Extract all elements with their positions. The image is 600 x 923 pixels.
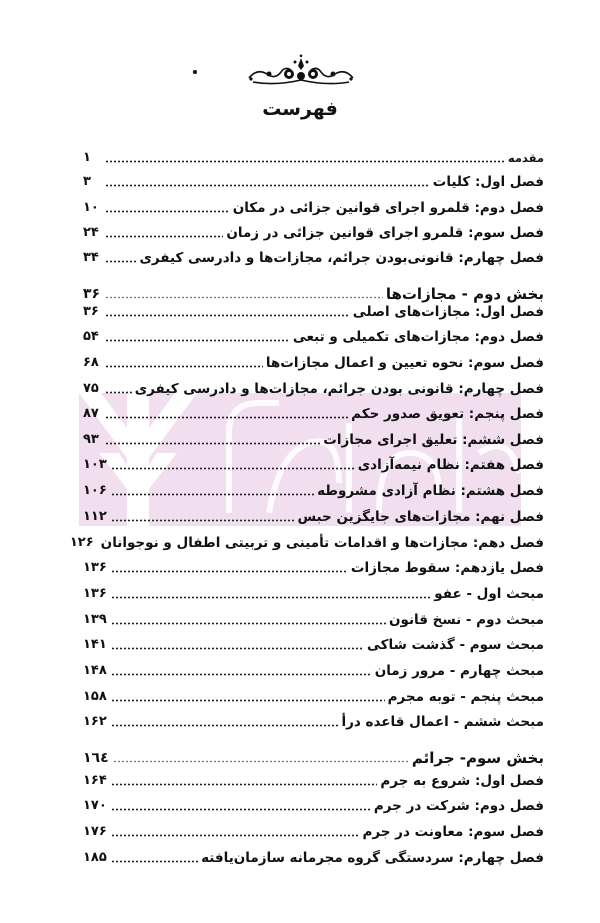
dot-leader bbox=[111, 690, 385, 702]
toc-entry-title: فصل سوم: قلمرو اجرای قوانین جزائی در زمان bbox=[226, 225, 544, 241]
toc-page-number: ۳ bbox=[83, 174, 91, 189]
toc-page-number: ۶۸ bbox=[83, 355, 99, 370]
toc-page-number: ۵۴ bbox=[83, 329, 99, 344]
toc-page-number: ۱ bbox=[83, 150, 91, 165]
toc-entry-title: فصل دوم: قلمرو اجرای قوانین جزائی در مکان bbox=[232, 200, 544, 216]
toc-page-number: ۱۳۶ bbox=[83, 586, 107, 601]
toc-page-number: ۱٦٤ bbox=[83, 750, 109, 766]
toc-page-number: ۱۵۸ bbox=[83, 689, 107, 704]
toc-entry-title: بخش سوم- جرائم bbox=[411, 749, 544, 767]
dot-leader bbox=[111, 774, 378, 786]
toc-entry[interactable] bbox=[83, 656, 544, 680]
dot-leader bbox=[111, 799, 371, 811]
toc-entry-title: مبحث دوم - نسخ قانون bbox=[388, 612, 544, 628]
dot-leader bbox=[111, 510, 295, 522]
toc-page-number: ۱۰۶ bbox=[83, 483, 107, 498]
toc-page-number: ۱۴۱ bbox=[83, 637, 107, 652]
ornament-icon bbox=[245, 54, 357, 88]
toc-page-number: ۱۶۲ bbox=[83, 714, 107, 729]
toc-page-number: ۹۳ bbox=[83, 432, 99, 447]
toc-page-number: ۱۰۳ bbox=[83, 457, 107, 472]
toc-entry-title: فصل سوم: نحوه تعیین و اعمال مجازات‌ها bbox=[265, 355, 544, 371]
toc-entry-title: فصل اول: کلیات bbox=[432, 174, 544, 190]
toc-entry-title: فصل چهارم: قانونی بودن جرائم، مجازات‌ها و دادرسی کیفری bbox=[134, 381, 544, 397]
dot-leader bbox=[111, 561, 348, 573]
toc-entry[interactable] bbox=[83, 243, 544, 267]
toc-page-number: ۳۶ bbox=[83, 304, 99, 319]
toc-entry-title: مبحث ششم - اعمال قاعده درأ bbox=[341, 714, 544, 730]
toc-entry[interactable] bbox=[83, 322, 544, 346]
toc-entry[interactable] bbox=[83, 707, 544, 731]
dot-leader bbox=[105, 251, 136, 263]
toc-entry-title: فصل سوم: معاونت در جرم bbox=[362, 824, 544, 840]
toc-entry[interactable] bbox=[83, 605, 544, 629]
toc-entry-title: مبحث سوم - گذشت شاکی bbox=[367, 637, 544, 653]
toc-entry[interactable] bbox=[83, 476, 544, 500]
toc-page-number: ۱۳۶ bbox=[83, 560, 107, 575]
toc-section-heading[interactable] bbox=[83, 743, 544, 767]
page-title: فهرست bbox=[262, 98, 338, 120]
toc-entry[interactable] bbox=[83, 297, 544, 321]
toc-page-number: ۱۷۶ bbox=[83, 824, 107, 839]
toc-entry[interactable] bbox=[69, 528, 544, 552]
toc-entry-title: فصل هشتم: نظام آزادی مشروطه bbox=[317, 483, 544, 499]
toc-entry-title: فصل هفتم: نظام نیمه‌آزادی bbox=[357, 457, 544, 473]
toc-entry[interactable] bbox=[83, 817, 544, 841]
toc-entry-title: فصل دوم: مجازات‌های تکمیلی و تبعی bbox=[292, 329, 544, 345]
toc-entry[interactable] bbox=[83, 399, 544, 423]
dot-leader bbox=[111, 484, 314, 496]
toc-entry[interactable] bbox=[83, 374, 544, 398]
dot-leader bbox=[111, 587, 431, 599]
dot-leader bbox=[105, 330, 290, 342]
toc-entry[interactable] bbox=[83, 791, 544, 815]
toc-page-number: ۳۶ bbox=[83, 286, 101, 302]
toc-entry-title: مبحث چهارم - مرور زمان bbox=[374, 663, 544, 679]
toc-entry-title: فصل دوم: شرکت در جرم bbox=[373, 798, 544, 814]
dot-leader bbox=[105, 151, 505, 163]
toc-entry-title: فصل چهارم: سردستگی گروه مجرمانه سازمان‌یافته bbox=[201, 850, 544, 866]
toc-entry[interactable] bbox=[83, 425, 544, 449]
toc-entry[interactable] bbox=[83, 502, 544, 526]
toc-page-number: ۱۱۲ bbox=[83, 509, 107, 524]
page-dot-mark bbox=[193, 70, 197, 74]
toc-entry-title: بخش دوم - مجازات‌ها bbox=[385, 285, 544, 303]
toc-entry[interactable] bbox=[83, 630, 544, 654]
dot-leader bbox=[111, 715, 339, 727]
toc-page-number: ۱۷۰ bbox=[83, 798, 107, 813]
toc-entry-title: فصل یازدهم: سقوط مجازات bbox=[350, 560, 544, 576]
dot-leader bbox=[105, 175, 430, 187]
toc-page-number: ۳۴ bbox=[83, 250, 99, 265]
toc-page-number: ۱۸۵ bbox=[83, 850, 107, 865]
dot-leader bbox=[111, 638, 364, 650]
toc-entry-title: فصل ششم: تعلیق اجرای مجازات bbox=[323, 432, 544, 448]
toc-entry[interactable] bbox=[83, 348, 544, 372]
toc-entry[interactable] bbox=[83, 579, 544, 603]
toc-entry-title: مبحث پنجم - توبه مجرم bbox=[387, 689, 544, 705]
toc-entry[interactable] bbox=[83, 843, 544, 867]
toc-page-number: ۷۵ bbox=[83, 381, 99, 396]
toc-entry-title: فصل دهم: مجازات‌ها و اقدامات تأمینی و تربیتی اطفال و نوجوانان bbox=[100, 535, 544, 551]
toc-entry-title: فصل پنجم: تعویق صدور حکم bbox=[351, 406, 544, 422]
dot-leader bbox=[113, 751, 409, 763]
dot-leader bbox=[111, 851, 198, 863]
toc-entry-title: فصل اول: شروع به جرم bbox=[380, 773, 544, 789]
toc-page-number: ۱۶۴ bbox=[83, 773, 107, 788]
dot-leader bbox=[111, 825, 360, 837]
toc-entry[interactable] bbox=[83, 167, 544, 191]
dot-leader bbox=[105, 433, 320, 445]
dot-leader bbox=[105, 226, 223, 238]
toc-entry-title: فصل نهم: مجازات‌های جایگزین حبس bbox=[297, 509, 544, 525]
toc-entry[interactable] bbox=[83, 682, 544, 706]
toc-page-number: ۲۴ bbox=[83, 225, 99, 240]
toc-page-number: ۱۰ bbox=[83, 200, 99, 215]
toc-page-number: ۱۳۹ bbox=[83, 612, 107, 627]
toc-entry[interactable] bbox=[83, 553, 544, 577]
toc-entry-title: مبحث اول - عفو bbox=[434, 586, 544, 602]
toc-entry-title: مقدمه bbox=[507, 151, 544, 165]
dot-leader bbox=[111, 458, 355, 470]
toc-page-number: ۱۴۸ bbox=[83, 663, 107, 678]
dot-leader bbox=[105, 305, 350, 317]
dot-leader bbox=[105, 382, 132, 394]
toc-entry[interactable] bbox=[83, 193, 544, 217]
dot-leader bbox=[105, 407, 348, 419]
toc-entry[interactable] bbox=[83, 218, 544, 242]
toc-entry-title: فصل چهارم: قانونی‌بودن جرائم، مجازات‌ها و دادرسی کیفری bbox=[139, 250, 544, 266]
dot-leader bbox=[105, 201, 230, 213]
dot-leader bbox=[105, 356, 263, 368]
toc-entry-title: فصل اول: مجازات‌های اصلی bbox=[352, 304, 544, 320]
dot-leader bbox=[111, 613, 386, 625]
toc-entry[interactable] bbox=[83, 766, 544, 790]
toc-entry[interactable] bbox=[83, 450, 544, 474]
toc-page-number: ۱۲۶ bbox=[69, 535, 94, 550]
dot-leader bbox=[111, 664, 372, 676]
toc-entry[interactable] bbox=[83, 143, 544, 167]
toc-page-number: ۸۷ bbox=[83, 406, 99, 421]
